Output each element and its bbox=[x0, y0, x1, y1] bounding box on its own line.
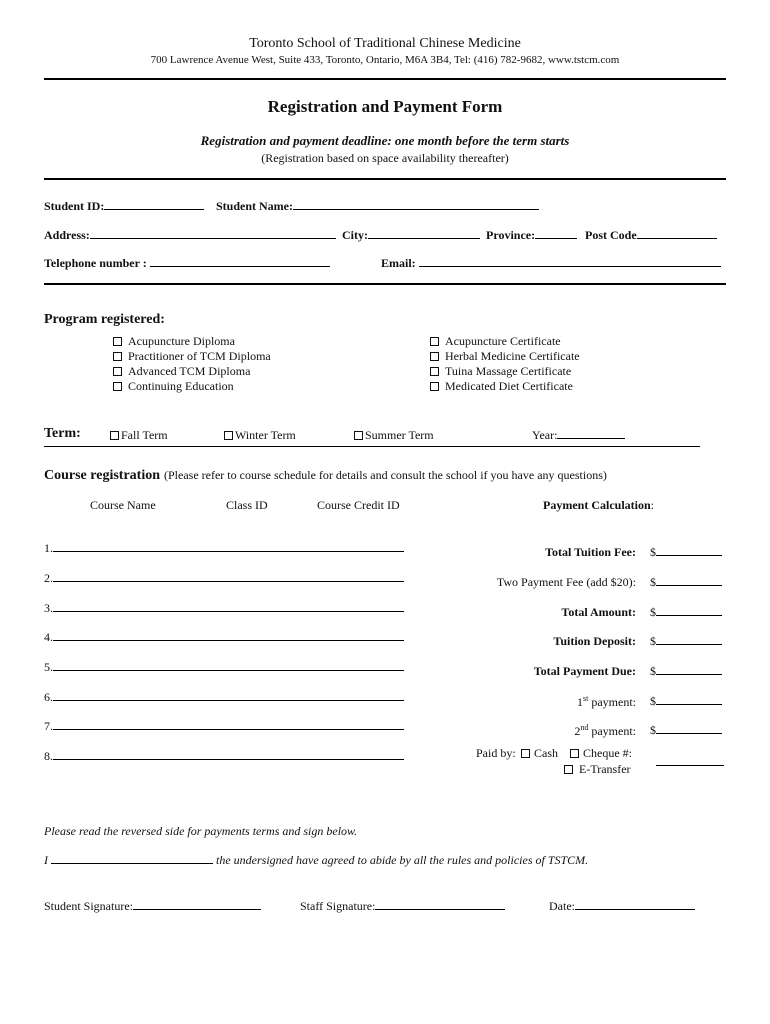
section-divider bbox=[44, 283, 726, 285]
checkbox-icon[interactable] bbox=[430, 337, 439, 346]
program-option[interactable]: Herbal Medicine Certificate bbox=[430, 349, 580, 364]
course-heading-note: (Please refer to course schedule for details and consult the school if you have any questions) bbox=[164, 468, 607, 482]
cheque-number-field[interactable] bbox=[656, 764, 724, 766]
total-tuition-label: Total Tuition Fee: bbox=[545, 545, 636, 559]
address-label: Address: bbox=[44, 228, 90, 242]
course-row[interactable]: 7. bbox=[44, 719, 404, 734]
student-name-field[interactable] bbox=[216, 199, 539, 214]
checkbox-icon[interactable] bbox=[430, 367, 439, 376]
term-winter[interactable]: Winter Term bbox=[224, 428, 296, 443]
date-field[interactable] bbox=[549, 899, 695, 914]
col-credit-id: Course Credit ID bbox=[317, 498, 400, 512]
email-field[interactable] bbox=[381, 256, 721, 271]
course-row[interactable]: 6. bbox=[44, 690, 404, 705]
total-due-field[interactable]: $ bbox=[650, 664, 722, 679]
deposit-field[interactable]: $ bbox=[650, 634, 722, 649]
checkbox-icon[interactable] bbox=[113, 367, 122, 376]
checkbox-icon[interactable] bbox=[113, 352, 122, 361]
total-amount-label: Total Amount: bbox=[561, 605, 636, 619]
program-option[interactable]: Acupuncture Certificate bbox=[430, 334, 580, 349]
course-heading: Course registration bbox=[44, 468, 160, 483]
course-row[interactable]: 5. bbox=[44, 660, 404, 675]
address-field[interactable] bbox=[44, 228, 336, 243]
course-heading-line bbox=[44, 466, 607, 484]
phone-field[interactable] bbox=[44, 256, 330, 271]
year-label: Year: bbox=[532, 428, 558, 442]
two-payment-field[interactable]: $ bbox=[650, 575, 722, 590]
year-field[interactable] bbox=[532, 428, 625, 443]
program-option[interactable]: Tuina Massage Certificate bbox=[430, 364, 580, 379]
course-row[interactable]: 4. bbox=[44, 630, 404, 645]
city-label: City: bbox=[342, 228, 368, 242]
col-class-id: Class ID bbox=[226, 498, 268, 512]
header-divider bbox=[44, 78, 726, 80]
agreement-line: I the undersigned have agreed to abide by all the rules and policies of TSTCM. bbox=[44, 853, 589, 867]
form-title: Registration and Payment Form bbox=[267, 97, 503, 116]
province-field[interactable] bbox=[486, 228, 577, 243]
checkbox-icon[interactable] bbox=[430, 382, 439, 391]
province-label: Province: bbox=[486, 228, 536, 242]
checkbox-icon[interactable] bbox=[354, 431, 363, 440]
term-fall[interactable]: Fall Term bbox=[110, 428, 168, 443]
total-amount-field[interactable]: $ bbox=[650, 605, 722, 620]
phone-label: Telephone number : bbox=[44, 256, 147, 270]
reverse-side-note: Please read the reversed side for payments terms and sign below. bbox=[44, 824, 358, 838]
postcode-label: Post Code bbox=[585, 228, 637, 242]
staff-signature-label: Staff Signature: bbox=[300, 899, 376, 913]
program-option[interactable]: Advanced TCM Diploma bbox=[113, 364, 271, 379]
school-address: 700 Lawrence Avenue West, Suite 433, Toronto, Ontario, M6A 3B4, Tel: (416) 782-9682, www.tstcm.com bbox=[150, 54, 620, 66]
program-heading: Program registered: bbox=[44, 312, 165, 327]
pay-cheque-option[interactable]: Cheque #: bbox=[570, 746, 632, 761]
second-payment-field[interactable]: $ bbox=[650, 723, 722, 738]
pay-cash-option[interactable]: Cash bbox=[521, 746, 558, 761]
checkbox-icon[interactable] bbox=[521, 749, 530, 758]
student-signature-label: Student Signature: bbox=[44, 899, 133, 913]
staff-signature-field[interactable] bbox=[300, 899, 505, 914]
program-list-right bbox=[430, 334, 580, 394]
deadline-text: Registration and payment deadline: one month before the term starts bbox=[200, 133, 570, 148]
checkbox-icon[interactable] bbox=[224, 431, 233, 440]
pay-etransfer-option[interactable]: E-Transfer bbox=[564, 762, 631, 777]
school-name: Toronto School of Traditional Chinese Medicine bbox=[249, 36, 521, 51]
first-payment-label: 1st payment: bbox=[577, 694, 636, 709]
col-payment-calc: Payment Calculation: bbox=[543, 498, 655, 512]
checkbox-icon[interactable] bbox=[113, 337, 122, 346]
course-row[interactable]: 3. bbox=[44, 601, 404, 616]
course-row[interactable]: 1. bbox=[44, 541, 404, 556]
city-field[interactable] bbox=[342, 228, 480, 243]
program-option[interactable]: Medicated Diet Certificate bbox=[430, 379, 580, 394]
student-id-label: Student ID: bbox=[44, 199, 105, 213]
program-list-left bbox=[113, 334, 271, 394]
checkbox-icon[interactable] bbox=[110, 431, 119, 440]
checkbox-icon[interactable] bbox=[564, 765, 573, 774]
first-payment-field[interactable]: $ bbox=[650, 694, 722, 709]
col-course-name: Course Name bbox=[90, 498, 156, 512]
two-payment-label: Two Payment Fee (add $20): bbox=[496, 575, 636, 589]
student-name-label: Student Name: bbox=[216, 199, 293, 213]
program-option[interactable]: Acupuncture Diploma bbox=[113, 334, 271, 349]
checkbox-icon[interactable] bbox=[113, 382, 122, 391]
total-tuition-field[interactable]: $ bbox=[650, 545, 722, 560]
deposit-label: Tuition Deposit: bbox=[553, 634, 636, 648]
second-payment-label: 2nd payment: bbox=[574, 723, 636, 738]
term-summer[interactable]: Summer Term bbox=[354, 428, 434, 443]
email-label: Email: bbox=[381, 256, 416, 270]
program-option[interactable]: Continuing Education bbox=[113, 379, 271, 394]
section-divider bbox=[44, 178, 726, 180]
student-signature-field[interactable] bbox=[44, 899, 261, 914]
program-option[interactable]: Practitioner of TCM Diploma bbox=[113, 349, 271, 364]
postcode-field[interactable] bbox=[585, 228, 717, 243]
student-id-field[interactable] bbox=[44, 199, 204, 214]
paid-by-label: Paid by: bbox=[476, 746, 516, 760]
checkbox-icon[interactable] bbox=[430, 352, 439, 361]
checkbox-icon[interactable] bbox=[570, 749, 579, 758]
course-row[interactable]: 2. bbox=[44, 571, 404, 586]
date-label: Date: bbox=[549, 899, 575, 913]
availability-note: (Registration based on space availability thereafter) bbox=[261, 151, 509, 165]
course-row[interactable]: 8. bbox=[44, 749, 404, 764]
term-label: Term: bbox=[44, 426, 81, 441]
total-due-label: Total Payment Due: bbox=[533, 664, 636, 678]
agreement-name-field[interactable] bbox=[51, 862, 213, 864]
term-divider bbox=[44, 446, 700, 447]
